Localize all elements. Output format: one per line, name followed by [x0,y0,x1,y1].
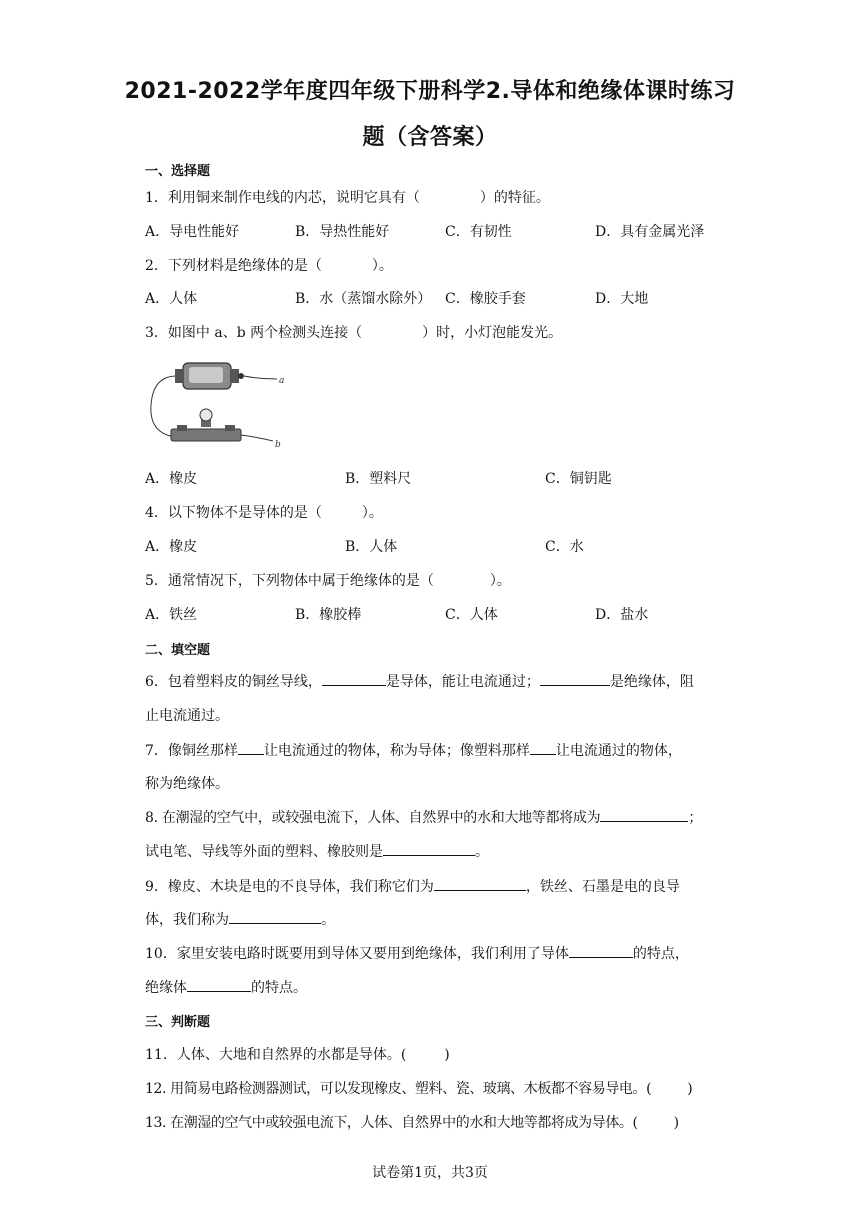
probe-label-b: b [275,440,281,450]
question-8-text-c: 试电笔、导线等外面的塑料、橡胶则是 [145,844,383,860]
question-8-text-a: 8. 在潮湿的空气中，或较强电流下，人体、自然界中的水和大地等都将成为 [145,810,601,826]
question-2-option-b: B．水（蒸馏水除外） [295,291,432,307]
question-4-stem-end: ）。 [361,505,383,521]
question-10-text-d: 的特点。 [251,980,307,996]
question-2-option-a: A．人体 [145,291,198,307]
question-11-close: ) [444,1047,450,1063]
question-11 [145,1044,450,1064]
question-5 [145,570,511,590]
question-8-continued [145,841,489,861]
question-6-text-a: 6．包着塑料皮的铜丝导线， [145,674,322,690]
answer-blank[interactable] [187,977,251,992]
question-12-text: 12. 用简易电路检测器测试，可以发现橡皮、塑料、瓷、玻璃、木板都不容易导电。( [145,1081,652,1097]
question-4-stem: 4．以下物体不是导体的是（ [145,505,322,521]
question-6-continued: 止电流通过。 [145,708,229,724]
question-5-stem: 5．通常情况下，下列物体中属于绝缘体的是（ [145,573,434,589]
question-2-option-c: C．橡胶手套 [445,291,526,307]
question-13-text: 13. 在潮湿的空气中或较强电流下，人体、自然界中的水和大地等都将成为导体。( [145,1115,638,1131]
question-5-stem-end: ）。 [489,573,511,589]
question-6-text-c: 是绝缘体，阻 [609,674,694,690]
question-3-stem-end: ）时，小灯泡能发光。 [422,325,563,341]
question-7-continued: 称为绝缘体。 [145,776,229,792]
question-10 [145,943,689,963]
question-8-text-d: 。 [475,844,489,860]
question-13 [145,1112,679,1132]
question-5-option-b: B．橡胶棒 [295,607,362,623]
question-4-option-a: A．橡皮 [145,539,198,555]
answer-blank[interactable] [540,671,610,686]
question-10-text-c: 绝缘体 [145,980,187,996]
question-3-option-b: B．塑料尺 [345,471,412,487]
question-4-option-b: B．人体 [345,539,398,555]
question-11-text: 11．人体、大地和自然界的水都是导体。( [145,1047,407,1063]
question-10-text-b: 的特点， [632,946,689,962]
question-1 [145,187,550,207]
question-3-option-a: A．橡皮 [145,471,198,487]
question-9-text-c: 体，我们称为 [145,912,229,928]
question-9-text-b: ，铁丝、石墨是电的良导 [525,879,680,895]
question-1-option-c: C．有韧性 [445,224,512,240]
question-5-option-c: C．人体 [445,607,498,623]
question-1-option-d: D．具有金属光泽 [595,224,705,240]
question-1-stem-end: ）的特征。 [479,190,550,206]
circuit-tester-image [145,355,295,455]
question-5-option-a: A．铁丝 [145,607,198,623]
question-9-continued [145,909,335,929]
section-heading-true-false: 三、判断题 [145,1015,211,1030]
question-9 [145,876,680,896]
section-heading-choice: 一、选择题 [145,164,211,179]
document-title-line1: 2021-2022学年度四年级下册科学2.导体和绝缘体课时练习 [124,79,736,104]
question-3-option-c: C．铜钥匙 [545,471,612,487]
question-6-text-b: 是导体，能让电流通过； [385,674,540,690]
answer-blank[interactable] [229,909,321,924]
question-2 [145,255,393,275]
question-7 [145,740,682,760]
question-12 [145,1078,692,1098]
question-3 [145,322,562,342]
answer-blank[interactable] [530,740,556,755]
answer-blank[interactable] [322,671,386,686]
answer-blank[interactable] [434,876,526,891]
answer-blank[interactable] [600,807,688,822]
document-title-line2: 题（含答案） [362,125,498,150]
probe-label-a: a [279,376,285,386]
question-1-option-b: B．导热性能好 [295,224,390,240]
question-4-option-c: C．水 [545,539,584,555]
question-2-stem-end: ）。 [371,258,393,274]
answer-blank[interactable] [569,943,633,958]
question-9-text-a: 9．橡皮、木块是电的不良导体，我们称它们为 [145,879,434,895]
question-7-text-b: 让电流通过的物体，称为导体；像塑料那样 [263,743,530,759]
answer-blank[interactable] [383,841,475,856]
question-2-option-d: D．大地 [595,291,649,307]
question-5-option-d: D．盐水 [595,607,649,623]
question-12-close: ) [687,1081,693,1097]
answer-blank[interactable] [238,740,264,755]
page-footer: 试卷第1页，共3页 [372,1165,488,1181]
question-1-stem: 1．利用铜来制作电线的内芯，说明它具有（ [145,190,420,206]
question-2-stem: 2．下列材料是绝缘体的是（ [145,258,322,274]
question-8-text-b: ； [688,810,703,826]
question-10-continued [145,977,307,997]
question-1-option-a: A．导电性能好 [145,224,240,240]
question-10-text-a: 10．家里安装电路时既要用到导体又要用到绝缘体，我们利用了导体 [145,946,569,962]
question-6 [145,671,694,691]
question-13-close: ) [673,1115,679,1131]
question-7-text-c: 让电流通过的物体， [555,743,682,759]
question-8 [145,807,702,827]
question-9-text-d: 。 [321,912,335,928]
section-heading-fill-blank: 二、填空题 [145,643,211,658]
question-4 [145,502,383,522]
question-3-stem: 3．如图中 a、b 两个检测头连接（ [145,325,363,341]
question-7-text-a: 7．像铜丝那样 [145,743,238,759]
